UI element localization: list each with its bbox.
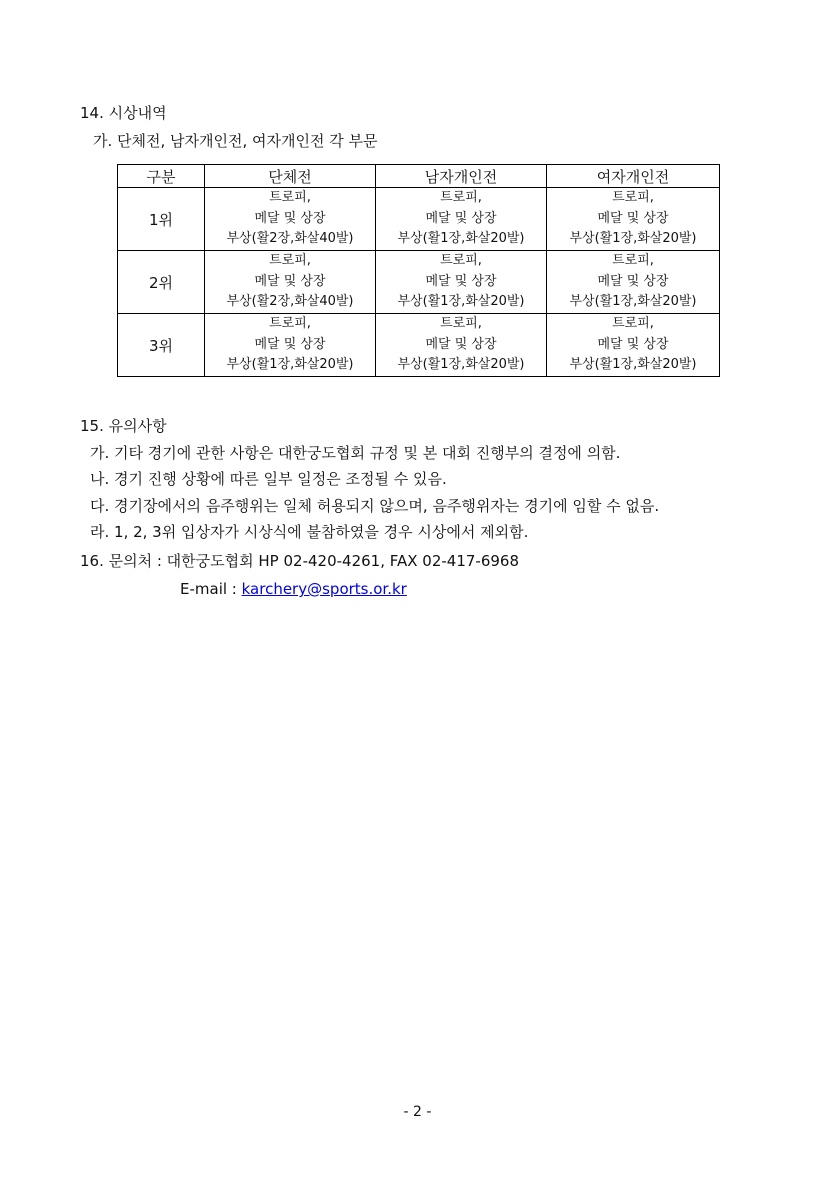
email-label: E-mail :	[180, 580, 242, 598]
section-14-subtitle: 가. 단체전, 남자개인전, 여자개인전 각 부문	[93, 132, 378, 150]
rank-cell: 2위	[118, 251, 205, 314]
header-women-individual: 여자개인전	[547, 165, 720, 188]
prize-line: 부상(활1장,화살20발)	[569, 357, 697, 373]
prize-line: 메달 및 상장	[597, 336, 669, 352]
prize-line: 트로피,	[612, 190, 654, 206]
prize-cell	[376, 188, 547, 251]
prize-line: 트로피,	[440, 253, 482, 269]
prize-line: 트로피,	[269, 190, 311, 206]
prize-line: 부상(활1장,화살20발)	[569, 294, 697, 310]
rank-cell: 3위	[118, 314, 205, 377]
prize-line: 메달 및 상장	[254, 210, 326, 226]
prize-cell	[376, 314, 547, 377]
prize-line: 트로피,	[612, 253, 654, 269]
section-14-title: 14. 시상내역	[80, 104, 167, 122]
table-row	[118, 251, 720, 314]
email-line	[180, 579, 407, 599]
prize-cell	[547, 314, 720, 377]
header-men-individual: 남자개인전	[376, 165, 547, 188]
prize-cell	[376, 251, 547, 314]
prize-line: 트로피,	[269, 316, 311, 332]
prize-line: 부상(활1장,화살20발)	[397, 294, 525, 310]
prize-line: 부상(활1장,화살20발)	[397, 357, 525, 373]
notice-item: 가. 기타 경기에 관한 사항은 대한궁도협회 규정 및 본 대회 진행부의 결정에 의함.	[90, 444, 621, 462]
prize-line: 트로피,	[440, 316, 482, 332]
table-header-row	[118, 165, 720, 188]
prize-cell	[205, 188, 376, 251]
prize-line: 메달 및 상장	[597, 273, 669, 289]
awards-table	[117, 164, 720, 377]
prize-line: 메달 및 상장	[425, 273, 497, 289]
notice-item: 나. 경기 진행 상황에 따른 일부 일정은 조정될 수 있음.	[90, 470, 447, 488]
prize-line: 트로피,	[440, 190, 482, 206]
prize-cell	[547, 188, 720, 251]
prize-line: 메달 및 상장	[254, 336, 326, 352]
table-row	[118, 188, 720, 251]
rank-cell: 1위	[118, 188, 205, 251]
prize-line: 트로피,	[612, 316, 654, 332]
prize-line: 메달 및 상장	[597, 210, 669, 226]
notice-item: 다. 경기장에서의 음주행위는 일체 허용되지 않으며, 음주행위자는 경기에 임할 수 없음.	[90, 497, 660, 515]
prize-line: 부상(활2장,화살40발)	[226, 231, 354, 247]
prize-line: 메달 및 상장	[425, 210, 497, 226]
table-row	[118, 314, 720, 377]
page-number: - 2 -	[403, 1104, 432, 1120]
prize-line: 메달 및 상장	[254, 273, 326, 289]
header-category: 구분	[118, 165, 205, 188]
section-16-contact: 16. 문의처 : 대한궁도협회 HP 02-420-4261, FAX 02-417-6968	[80, 552, 520, 570]
prize-cell	[205, 314, 376, 377]
section-15-title: 15. 유의사항	[80, 417, 167, 435]
prize-line: 메달 및 상장	[425, 336, 497, 352]
prize-line: 부상(활1장,화살20발)	[569, 231, 697, 247]
prize-line: 부상(활1장,화살20발)	[397, 231, 525, 247]
prize-cell	[547, 251, 720, 314]
notice-item: 라. 1, 2, 3위 입상자가 시상식에 불참하였을 경우 시상에서 제외함.	[90, 523, 529, 541]
header-team: 단체전	[205, 165, 376, 188]
prize-line: 부상(활1장,화살20발)	[226, 357, 354, 373]
email-link[interactable]: karchery@sports.or.kr	[241, 580, 407, 598]
prize-line: 부상(활2장,화살40발)	[226, 294, 354, 310]
prize-line: 트로피,	[269, 253, 311, 269]
prize-cell	[205, 251, 376, 314]
